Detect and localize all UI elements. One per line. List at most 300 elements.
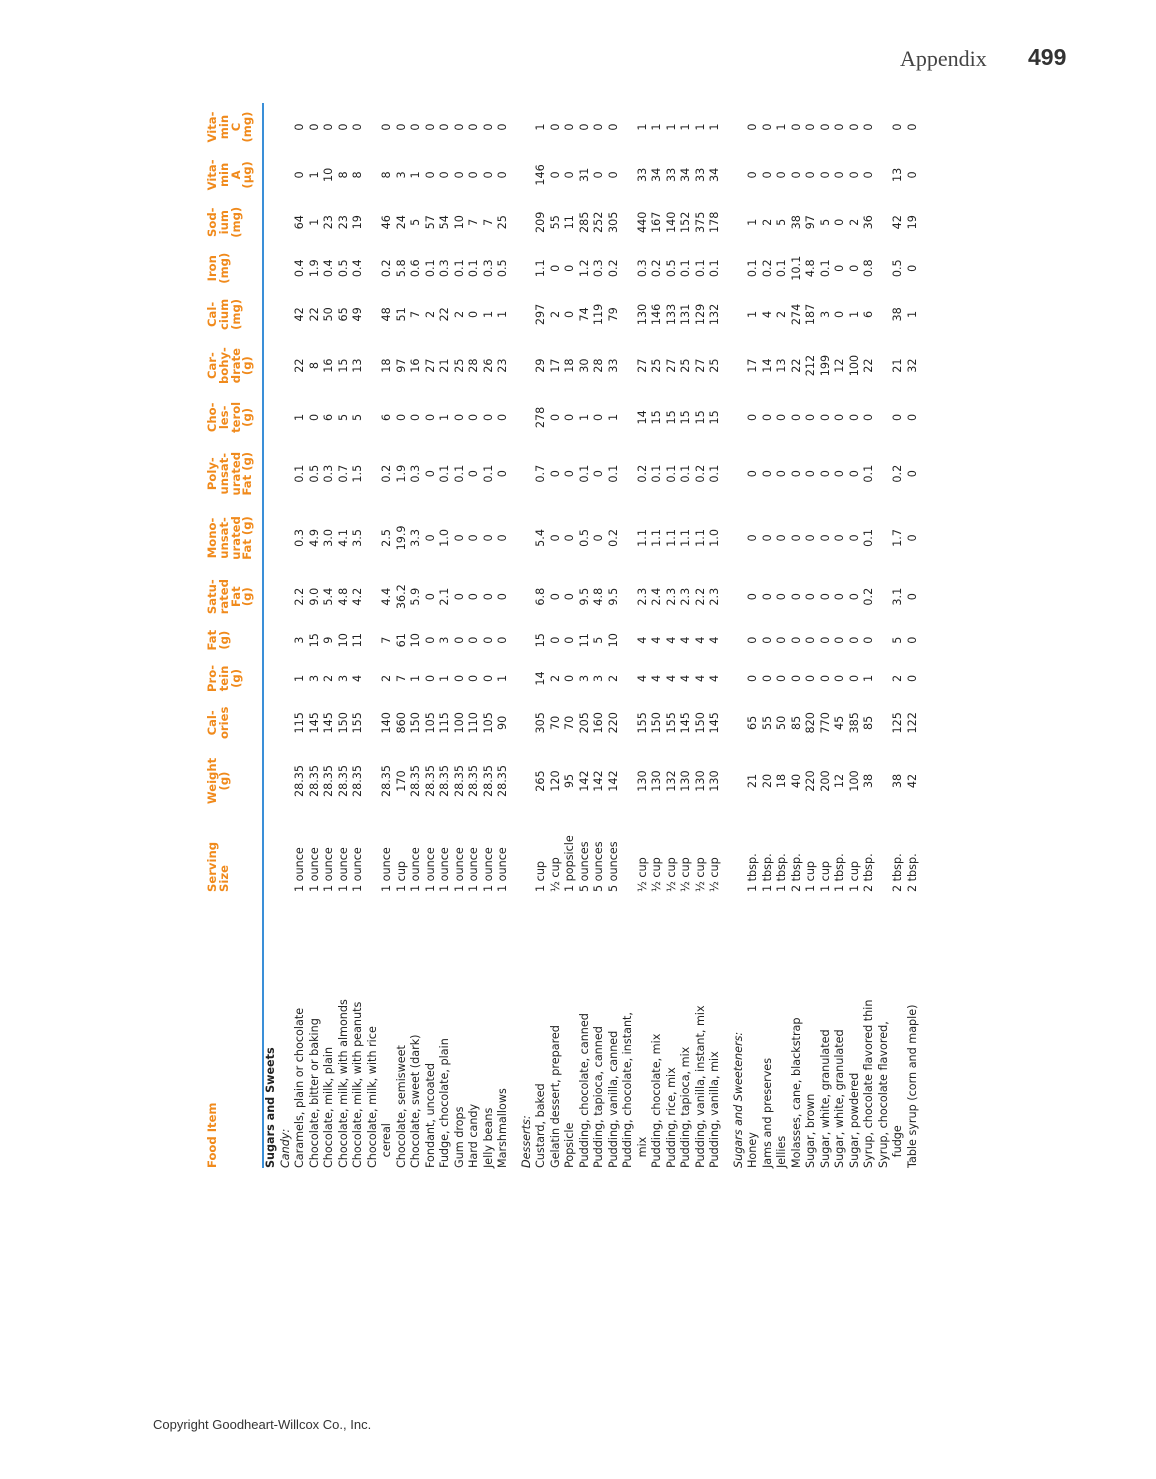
group-title: Desserts: (519, 1115, 533, 1168)
value-cell: 278 (534, 406, 548, 429)
value-cell: 130 (635, 770, 649, 792)
value-cell: 0.1 (452, 259, 466, 278)
value-cell: 2.3 (679, 587, 693, 606)
value-cell (621, 746, 636, 816)
value-cell: 1 (496, 310, 510, 318)
value-cell: 0 (496, 636, 510, 644)
value-cell: 0 (833, 674, 847, 683)
value-cell: 0 (563, 123, 577, 131)
value-cell: 34 (679, 167, 693, 183)
food-item-cell: Hard candy (467, 1103, 481, 1168)
value-cell: 7 (481, 218, 495, 226)
value-cell: 4 (650, 674, 664, 683)
value-cell: 0 (905, 674, 919, 683)
value-cell: 61 (394, 633, 408, 648)
table-row (679, 103, 694, 1168)
value-cell: 2.3 (664, 587, 678, 606)
serving-size-cell: 2 tbsp. (789, 853, 803, 892)
value-cell: 3 (307, 674, 321, 683)
value-cell: 0 (804, 171, 818, 179)
value-cell: 385 (847, 712, 861, 734)
food-item-cell: Chocolate, milk, with rice (365, 1026, 379, 1168)
serving-size-cell: 1 tbsp. (775, 853, 789, 892)
value-cell: 42 (905, 773, 919, 789)
value-cell: 27 (664, 358, 678, 373)
value-cell: 4.8 (592, 587, 606, 606)
serving-size-cell: 5 ounces (592, 841, 606, 892)
value-cell: 0 (423, 674, 437, 683)
value-cell: 1 (664, 123, 678, 131)
value-cell: 0.1 (293, 464, 307, 483)
value-cell: 55 (760, 715, 774, 730)
value-cell: 10 (409, 633, 423, 648)
serving-size-cell: 1 ounce (307, 847, 321, 892)
food-item-cell: Pudding, chocolate, instant, (621, 1012, 635, 1168)
value-cell: 0.1 (679, 259, 693, 278)
value-cell: 860 (394, 712, 408, 734)
value-cell: 146 (650, 303, 664, 326)
value-cell: 130 (679, 770, 693, 792)
serving-size-cell: 1 ounce (293, 847, 307, 892)
value-cell: 0 (833, 218, 847, 226)
food-item-cell: Pudding, tapioca, canned (592, 1026, 606, 1168)
value-cell: 22 (862, 358, 876, 373)
value-cell: 0.5 (577, 529, 591, 547)
value-cell: 1 (496, 674, 510, 683)
serving-size-cell: 5 ounces (577, 841, 591, 892)
value-cell: 0 (833, 593, 847, 601)
table-row (708, 103, 723, 1168)
value-cell: 2.5 (380, 529, 394, 547)
value-cell: 129 (693, 303, 707, 326)
value-cell: 0 (481, 123, 495, 131)
value-cell: 14 (635, 410, 649, 425)
value-cell: 1.1 (664, 529, 678, 547)
value-cell: 5 (592, 636, 606, 644)
value-cell: 0 (833, 310, 847, 318)
value-cell: 0 (905, 413, 919, 421)
value-cell: 0 (862, 123, 876, 131)
food-item-cell: Chocolate, sweet (dark) (409, 1034, 423, 1168)
value-cell: 130 (635, 303, 649, 326)
value-cell: 0 (548, 593, 562, 601)
value-cell: 12 (833, 358, 847, 373)
value-cell: 45 (833, 715, 847, 730)
food-item-cell: Caramels, plain or chocolate (293, 1007, 307, 1168)
value-cell: 0 (905, 123, 919, 131)
value-cell: 7 (380, 636, 394, 644)
value-cell: 0 (548, 470, 562, 478)
value-cell: 0 (804, 470, 818, 478)
value-cell: 0.1 (708, 464, 722, 483)
value-cell: 0 (789, 470, 803, 478)
value-cell: 28.35 (322, 764, 336, 798)
value-cell: 199 (818, 354, 832, 377)
value-cell: 130 (708, 770, 722, 792)
value-cell: 11 (577, 633, 591, 648)
table-header-row (207, 103, 260, 1168)
value-cell: 7 (409, 310, 423, 318)
value-cell: 0 (548, 171, 562, 179)
value-cell: 160 (592, 712, 606, 734)
value-cell: 0 (833, 413, 847, 421)
value-cell: 1.2 (577, 259, 591, 278)
value-cell: 8 (380, 171, 394, 179)
food-item-cell: fudge (891, 1125, 905, 1168)
value-cell: 1.7 (891, 529, 905, 547)
value-cell (366, 657, 381, 699)
serving-size-cell: 1 cup (394, 860, 408, 892)
value-cell: 30 (577, 358, 591, 373)
value-cell: 5 (409, 218, 423, 226)
value-cell: 220 (804, 770, 818, 792)
value-cell: 3 (577, 674, 591, 683)
value-cell: 0 (563, 310, 577, 318)
serving-size-cell: 1 ounce (409, 847, 423, 892)
value-cell: 36.2 (394, 584, 408, 610)
value-cell: 0 (804, 534, 818, 542)
value-cell: 25 (496, 215, 510, 230)
value-cell: 0 (746, 534, 760, 542)
value-cell: 5 (818, 218, 832, 226)
value-cell: 0 (322, 123, 336, 131)
value-cell: 0 (438, 171, 452, 179)
page-number: 499 (1028, 44, 1067, 70)
value-cell: 22 (438, 307, 452, 322)
value-cell: 0 (789, 636, 803, 644)
value-cell: 0.1 (862, 464, 876, 483)
table-row (621, 103, 636, 1168)
value-cell: 0 (862, 171, 876, 179)
value-cell: 0.1 (577, 464, 591, 483)
table-row (308, 103, 323, 1168)
value-cell: 0 (467, 310, 481, 318)
value-cell: 0 (592, 171, 606, 179)
food-item-cell: Gum drops (452, 1106, 466, 1168)
value-cell: 28.35 (481, 764, 495, 798)
value-cell: 1 (635, 123, 649, 131)
value-cell: 0 (847, 264, 861, 272)
value-cell: 2 (452, 310, 466, 318)
value-cell: 15 (664, 410, 678, 425)
value-cell: 9.5 (577, 587, 591, 606)
value-cell: 25 (452, 358, 466, 373)
value-cell: 3 (293, 636, 307, 644)
value-cell: 0.3 (409, 464, 423, 483)
food-item-cell: Chocolate, bitter or baking (307, 1018, 321, 1168)
value-cell: 22 (789, 358, 803, 373)
value-cell: 0 (905, 470, 919, 478)
value-cell: 0 (423, 470, 437, 478)
food-item-cell: Syrup, chocolate flavored, (876, 1021, 890, 1168)
value-cell: 0 (833, 534, 847, 542)
group-title: Sugars and Sweeteners: (731, 1031, 745, 1168)
value-cell: 0.2 (606, 529, 620, 547)
value-cell: 10 (322, 167, 336, 183)
value-cell: 130 (693, 770, 707, 792)
table-row (337, 103, 352, 1168)
value-cell: 1 (534, 123, 548, 131)
value-cell: 100 (452, 712, 466, 734)
value-cell: 3 (394, 171, 408, 179)
value-cell: 0.1 (862, 529, 876, 547)
value-cell: 22 (293, 358, 307, 373)
value-cell: 0 (847, 470, 861, 478)
value-cell: 4.8 (804, 259, 818, 278)
serving-size-cell: ½ cup (664, 857, 678, 892)
value-cell: 0 (467, 470, 481, 478)
food-item-cell: Syrup, chocolate flavored thin (862, 999, 876, 1168)
value-cell: 4 (693, 636, 707, 644)
value-cell: 0.2 (891, 464, 905, 483)
nutrition-table-rotated (207, 103, 1037, 1168)
value-cell: 14 (534, 671, 548, 686)
value-cell: 28.35 (452, 764, 466, 798)
value-cell: 155 (351, 712, 365, 734)
value-cell: 1.0 (708, 529, 722, 547)
value-cell: 0 (563, 636, 577, 644)
value-cell (621, 103, 636, 151)
value-cell: 187 (804, 303, 818, 326)
value-cell: 36 (862, 215, 876, 230)
value-cell: 8 (351, 171, 365, 179)
value-cell: 8 (336, 171, 350, 179)
value-cell: 2.2 (693, 587, 707, 606)
value-cell: 1.5 (351, 464, 365, 483)
value-cell: 54 (438, 215, 452, 230)
serving-size-cell: 1 cup (818, 860, 832, 892)
value-cell: 0 (592, 534, 606, 542)
value-cell: 31 (577, 167, 591, 183)
table-row (804, 103, 819, 1168)
value-cell: 0 (467, 674, 481, 683)
value-cell: 0.5 (307, 464, 321, 483)
value-cell: 38 (891, 773, 905, 789)
column-header: Fat (g) (205, 629, 231, 651)
table-row (322, 103, 337, 1168)
value-cell: 28.35 (351, 764, 365, 798)
value-cell (621, 442, 636, 506)
value-cell: 0 (481, 171, 495, 179)
value-cell: 0 (746, 171, 760, 179)
value-cell: 1 (307, 218, 321, 226)
column-header: Food Item (205, 1102, 219, 1168)
table-row (848, 103, 863, 1168)
food-item-cell: Pudding, chocolate, mix (650, 1033, 664, 1168)
value-cell: 5 (775, 218, 789, 226)
value-cell (877, 623, 892, 657)
value-cell: 0 (452, 123, 466, 131)
value-cell: 0 (818, 674, 832, 683)
value-cell: 0 (423, 171, 437, 179)
value-cell: 2 (548, 674, 562, 683)
serving-size-cell: ½ cup (679, 857, 693, 892)
value-cell: 0 (423, 534, 437, 542)
value-cell: 0 (746, 123, 760, 131)
serving-size-cell: 1 ounce (452, 847, 466, 892)
table-row (563, 103, 578, 1168)
serving-size-cell: 1 cup (534, 860, 548, 892)
value-cell: 23 (322, 215, 336, 230)
value-cell: 0 (467, 413, 481, 421)
value-cell: 18 (563, 358, 577, 373)
value-cell: 133 (664, 303, 678, 326)
value-cell: 4 (708, 636, 722, 644)
value-cell: 0 (481, 636, 495, 644)
value-cell: 0 (905, 264, 919, 272)
value-cell (366, 506, 381, 571)
value-cell: 0 (862, 636, 876, 644)
value-cell (621, 700, 636, 746)
value-cell: 0 (293, 171, 307, 179)
value-cell: 155 (635, 712, 649, 734)
value-cell: 10.1 (789, 255, 803, 281)
value-cell: 1.0 (438, 529, 452, 547)
value-cell: 1 (650, 123, 664, 131)
value-cell: 0.3 (592, 259, 606, 278)
value-cell: 0 (775, 674, 789, 683)
value-cell: 0 (775, 413, 789, 421)
value-cell: 0 (804, 593, 818, 601)
value-cell: 305 (534, 712, 548, 734)
value-cell: 33 (635, 167, 649, 183)
food-item-cell: Chocolate, milk, with almonds (336, 999, 350, 1168)
value-cell: 1 (606, 413, 620, 421)
value-cell: 19 (351, 215, 365, 230)
value-cell: 0 (847, 534, 861, 542)
value-cell: 0 (789, 171, 803, 179)
value-cell: 28.35 (307, 764, 321, 798)
value-cell (366, 570, 381, 623)
value-cell: 85 (862, 715, 876, 730)
column-header: Iron (mg) (205, 252, 231, 284)
value-cell: 0 (760, 593, 774, 601)
value-cell: 15 (307, 633, 321, 648)
value-cell: 4 (693, 674, 707, 683)
value-cell: 132 (664, 770, 678, 792)
value-cell: 115 (293, 712, 307, 734)
value-cell: 0 (394, 413, 408, 421)
value-cell: 120 (548, 770, 562, 792)
value-cell: 6 (380, 413, 394, 421)
value-cell (621, 506, 636, 571)
value-cell: 17 (746, 358, 760, 373)
value-cell (621, 199, 636, 246)
serving-size-cell: 1 ounce (438, 847, 452, 892)
table-row (775, 103, 790, 1168)
value-cell: 4 (635, 636, 649, 644)
food-item-cell: Gelatin dessert, prepared (548, 1025, 562, 1168)
column-header: Sod- ium (mg) (205, 206, 243, 238)
value-cell: 0 (775, 470, 789, 478)
value-cell: 265 (534, 770, 548, 792)
value-cell: 3 (592, 674, 606, 683)
value-cell: 15 (336, 358, 350, 373)
value-cell: 85 (789, 715, 803, 730)
value-cell (877, 199, 892, 246)
value-cell: 0.2 (862, 587, 876, 606)
value-cell: 115 (438, 712, 452, 734)
value-cell (877, 746, 892, 816)
value-cell: 95 (563, 773, 577, 789)
serving-size-cell: 1 ounce (380, 847, 394, 892)
value-cell: 20 (760, 773, 774, 789)
group-row (732, 103, 747, 1168)
food-item-cell: Sugar, powdered (847, 1072, 861, 1168)
value-cell: 0 (293, 123, 307, 131)
value-cell: 0 (746, 636, 760, 644)
value-cell: 0 (409, 413, 423, 421)
value-cell: 0 (496, 123, 510, 131)
value-cell: 0 (789, 593, 803, 601)
value-cell: 820 (804, 712, 818, 734)
table-row (467, 103, 482, 1168)
value-cell: 57 (423, 215, 437, 230)
value-cell: 2.2 (293, 587, 307, 606)
value-cell: 0 (452, 593, 466, 601)
value-cell: 440 (635, 211, 649, 233)
table-row (650, 103, 665, 1168)
serving-size-cell: ½ cup (708, 857, 722, 892)
serving-size-cell: 1 ounce (336, 847, 350, 892)
food-item-cell: cereal (380, 1123, 394, 1168)
column-header: Cal- cium (mg) (205, 298, 243, 331)
value-cell: 0 (833, 470, 847, 478)
column-header: Vita- min C (mg) (205, 111, 255, 143)
table-row (351, 103, 366, 1168)
value-cell: 2 (548, 310, 562, 318)
value-cell: 0 (481, 413, 495, 421)
value-cell: 0 (746, 593, 760, 601)
value-cell: 14 (760, 358, 774, 373)
value-cell: 0 (760, 413, 774, 421)
value-cell: 25 (679, 358, 693, 373)
value-cell: 0 (833, 171, 847, 179)
value-cell: 21 (891, 358, 905, 373)
value-cell: 22 (307, 307, 321, 322)
table-row (833, 103, 848, 1168)
value-cell: 0 (481, 593, 495, 601)
value-cell: 15 (534, 633, 548, 648)
value-cell: 0 (423, 123, 437, 131)
value-cell: 0 (563, 470, 577, 478)
value-cell: 0.4 (322, 259, 336, 278)
value-cell (877, 570, 892, 623)
value-cell: 2 (380, 674, 394, 683)
value-cell: 0 (847, 171, 861, 179)
food-item-cell: Pudding, vanilla, canned (606, 1030, 620, 1168)
value-cell: 15 (679, 410, 693, 425)
serving-size-cell (621, 816, 636, 892)
value-cell: 0.1 (650, 464, 664, 483)
column-header: Cal- ories (205, 706, 231, 740)
table-row (578, 103, 593, 1168)
column-header: Vita- min A (µg) (205, 159, 255, 191)
value-cell: 50 (322, 307, 336, 322)
value-cell: 212 (804, 354, 818, 377)
value-cell: 0 (409, 123, 423, 131)
value-cell: 4.8 (336, 587, 350, 606)
value-cell: 40 (789, 773, 803, 789)
serving-size-cell: 1 popsicle (563, 835, 577, 892)
value-cell: 0.1 (467, 259, 481, 278)
value-cell: 0 (760, 470, 774, 478)
serving-size-cell: 2 tbsp. (891, 853, 905, 892)
value-cell: 140 (664, 211, 678, 233)
value-cell: 0 (804, 123, 818, 131)
value-cell: 1.1 (650, 529, 664, 547)
value-cell: 12 (833, 773, 847, 789)
